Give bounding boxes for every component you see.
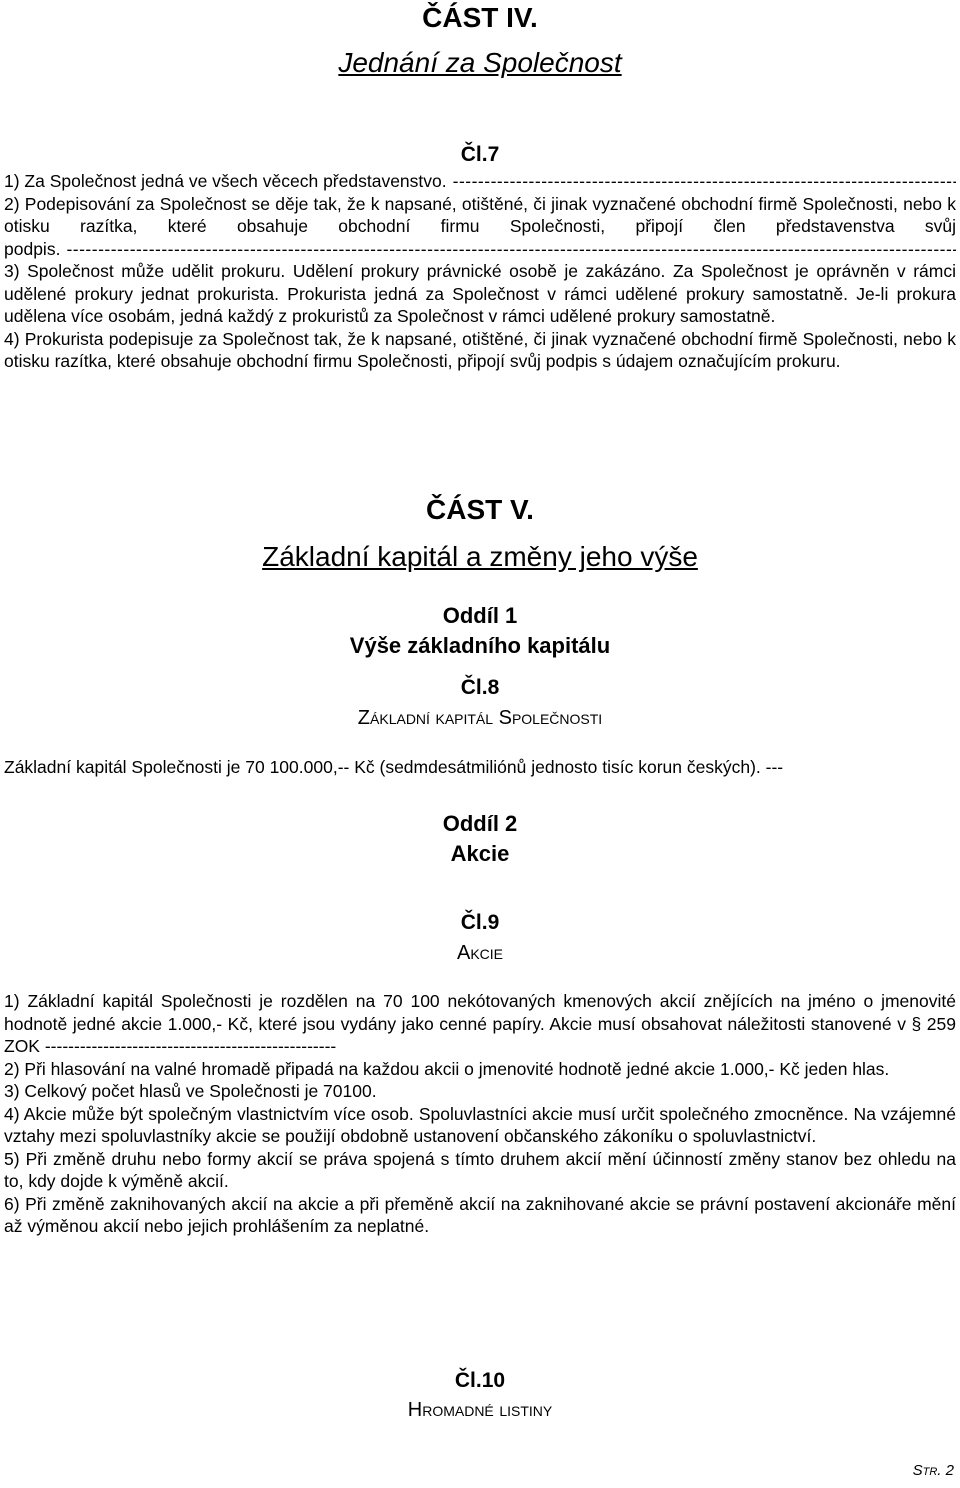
article-10-title: Hromadné listiny <box>407 1399 553 1421</box>
article-9-body <box>4 990 956 1238</box>
article-7-paragraph-4: 4) Prokurista podepisuje za Společnost tak, že k napsané, otištěné, či jinak vyznačené obchodní firmě Společnosti, nebo k otisku razítka, které obsahuje obchodní firmu Společnosti, připojí svůj podpis s údajem označujícím prokuru. <box>4 328 956 371</box>
article-9-title: Akcie <box>456 942 503 964</box>
article-7-body <box>4 170 956 373</box>
article-8-title: Základní kapitál Společnosti <box>357 707 603 729</box>
article-7-paragraph-3: 3) Společnost může udělit prokuru. Udělení prokury právnické osobě je zakázáno. Za Společnost je oprávněn v rámci udělené prokury jednat prokurista. Prokurista jedná za Společnost v rámci udělené prokury samostatně. Je-li prokura udělena více osobám, jedná každý z prokuristů za Společnost v rámci udělené prokury samostatně. <box>4 261 956 326</box>
article-9-paragraph-5: 5) Při změně druhu nebo formy akcií se práva spojená s tímto druhem akcií mění účinností změny stanov bez ohledu na to, kdy dojde k výměně akcií. <box>4 1148 956 1191</box>
article-8-text: Základní kapitál Společnosti je 70 100.000,-- Kč (sedmdesátmiliónů jednosto tisíc korun českých). --- <box>4 757 784 777</box>
article-9-paragraph-1: 1) Základní kapitál Společnosti je rozdělen na 70 100 nekótovaných kmenových akcií znějících na jméno o jmenovité hodnotě jedné akcie 1.000,- Kč, které jsou vydány jako cenné papíry. Akcie musí obsahovat náležitosti stanovené v § 259 ZOK -------------------------------------------------- <box>4 991 956 1056</box>
section-2-label: Oddíl 2 <box>442 811 518 836</box>
article-9-heading: Čl.9 <box>460 911 500 934</box>
part-4-heading: ČÁST IV. <box>422 2 538 33</box>
section-2-title: Akcie <box>450 841 510 866</box>
part-4-title: Jednání za Společnost <box>338 47 622 78</box>
article-9-paragraph-6: 6) Při změně zaknihovaných akcií na akcie a při přeměně akcií na zaknihované akcie se právní postavení akcionáře mění až výměnou akcií nebo jejich prohlášením za neplatné. <box>4 1193 956 1236</box>
article-9-paragraph-3: 3) Celkový počet hlasů ve Společnosti je 70100. <box>4 1081 377 1101</box>
part-5-heading: ČÁST V. <box>426 494 534 525</box>
part-5-title: Základní kapitál a změny jeho výše <box>262 541 698 572</box>
article-7-heading: Čl.7 <box>460 143 500 166</box>
section-1-title: Výše základního kapitálu <box>349 633 611 658</box>
section-1-label: Oddíl 1 <box>442 603 518 628</box>
article-10-heading: Čl.10 <box>454 1369 506 1392</box>
article-8-heading: Čl.8 <box>460 676 500 699</box>
article-7-paragraph-2: 2) Podepisování za Společnost se děje tak, že k napsané, otištěné, či jinak vyznačené obchodní firmě Společnosti, nebo k otisku razítka, které obsahuje obchodní firmu Společnosti, připojí člen představenstva svůj podpis. ----- <box>4 193 956 261</box>
page-number: Str. 2 <box>912 1462 954 1479</box>
article-7-paragraph-1: 1) Za Společnost jedná ve všech věcech představenstvo. ----- <box>4 170 956 193</box>
article-9-paragraph-2: 2) Při hlasování na valné hromadě připadá na každou akcii o jmenovité hodnotě jedné akcie 1.000,- Kč jeden hlas. <box>4 1058 890 1079</box>
article-9-paragraph-4: 4) Akcie může být společným vlastnictvím více osob. Spoluvlastníci akcie musí určit společného zmocněnce. Na vzájemné vztahy mezi spoluvlastníky akcie se použijí obdobně ustanovení občanského zákoníku o spoluvlastnictví. <box>4 1103 956 1146</box>
